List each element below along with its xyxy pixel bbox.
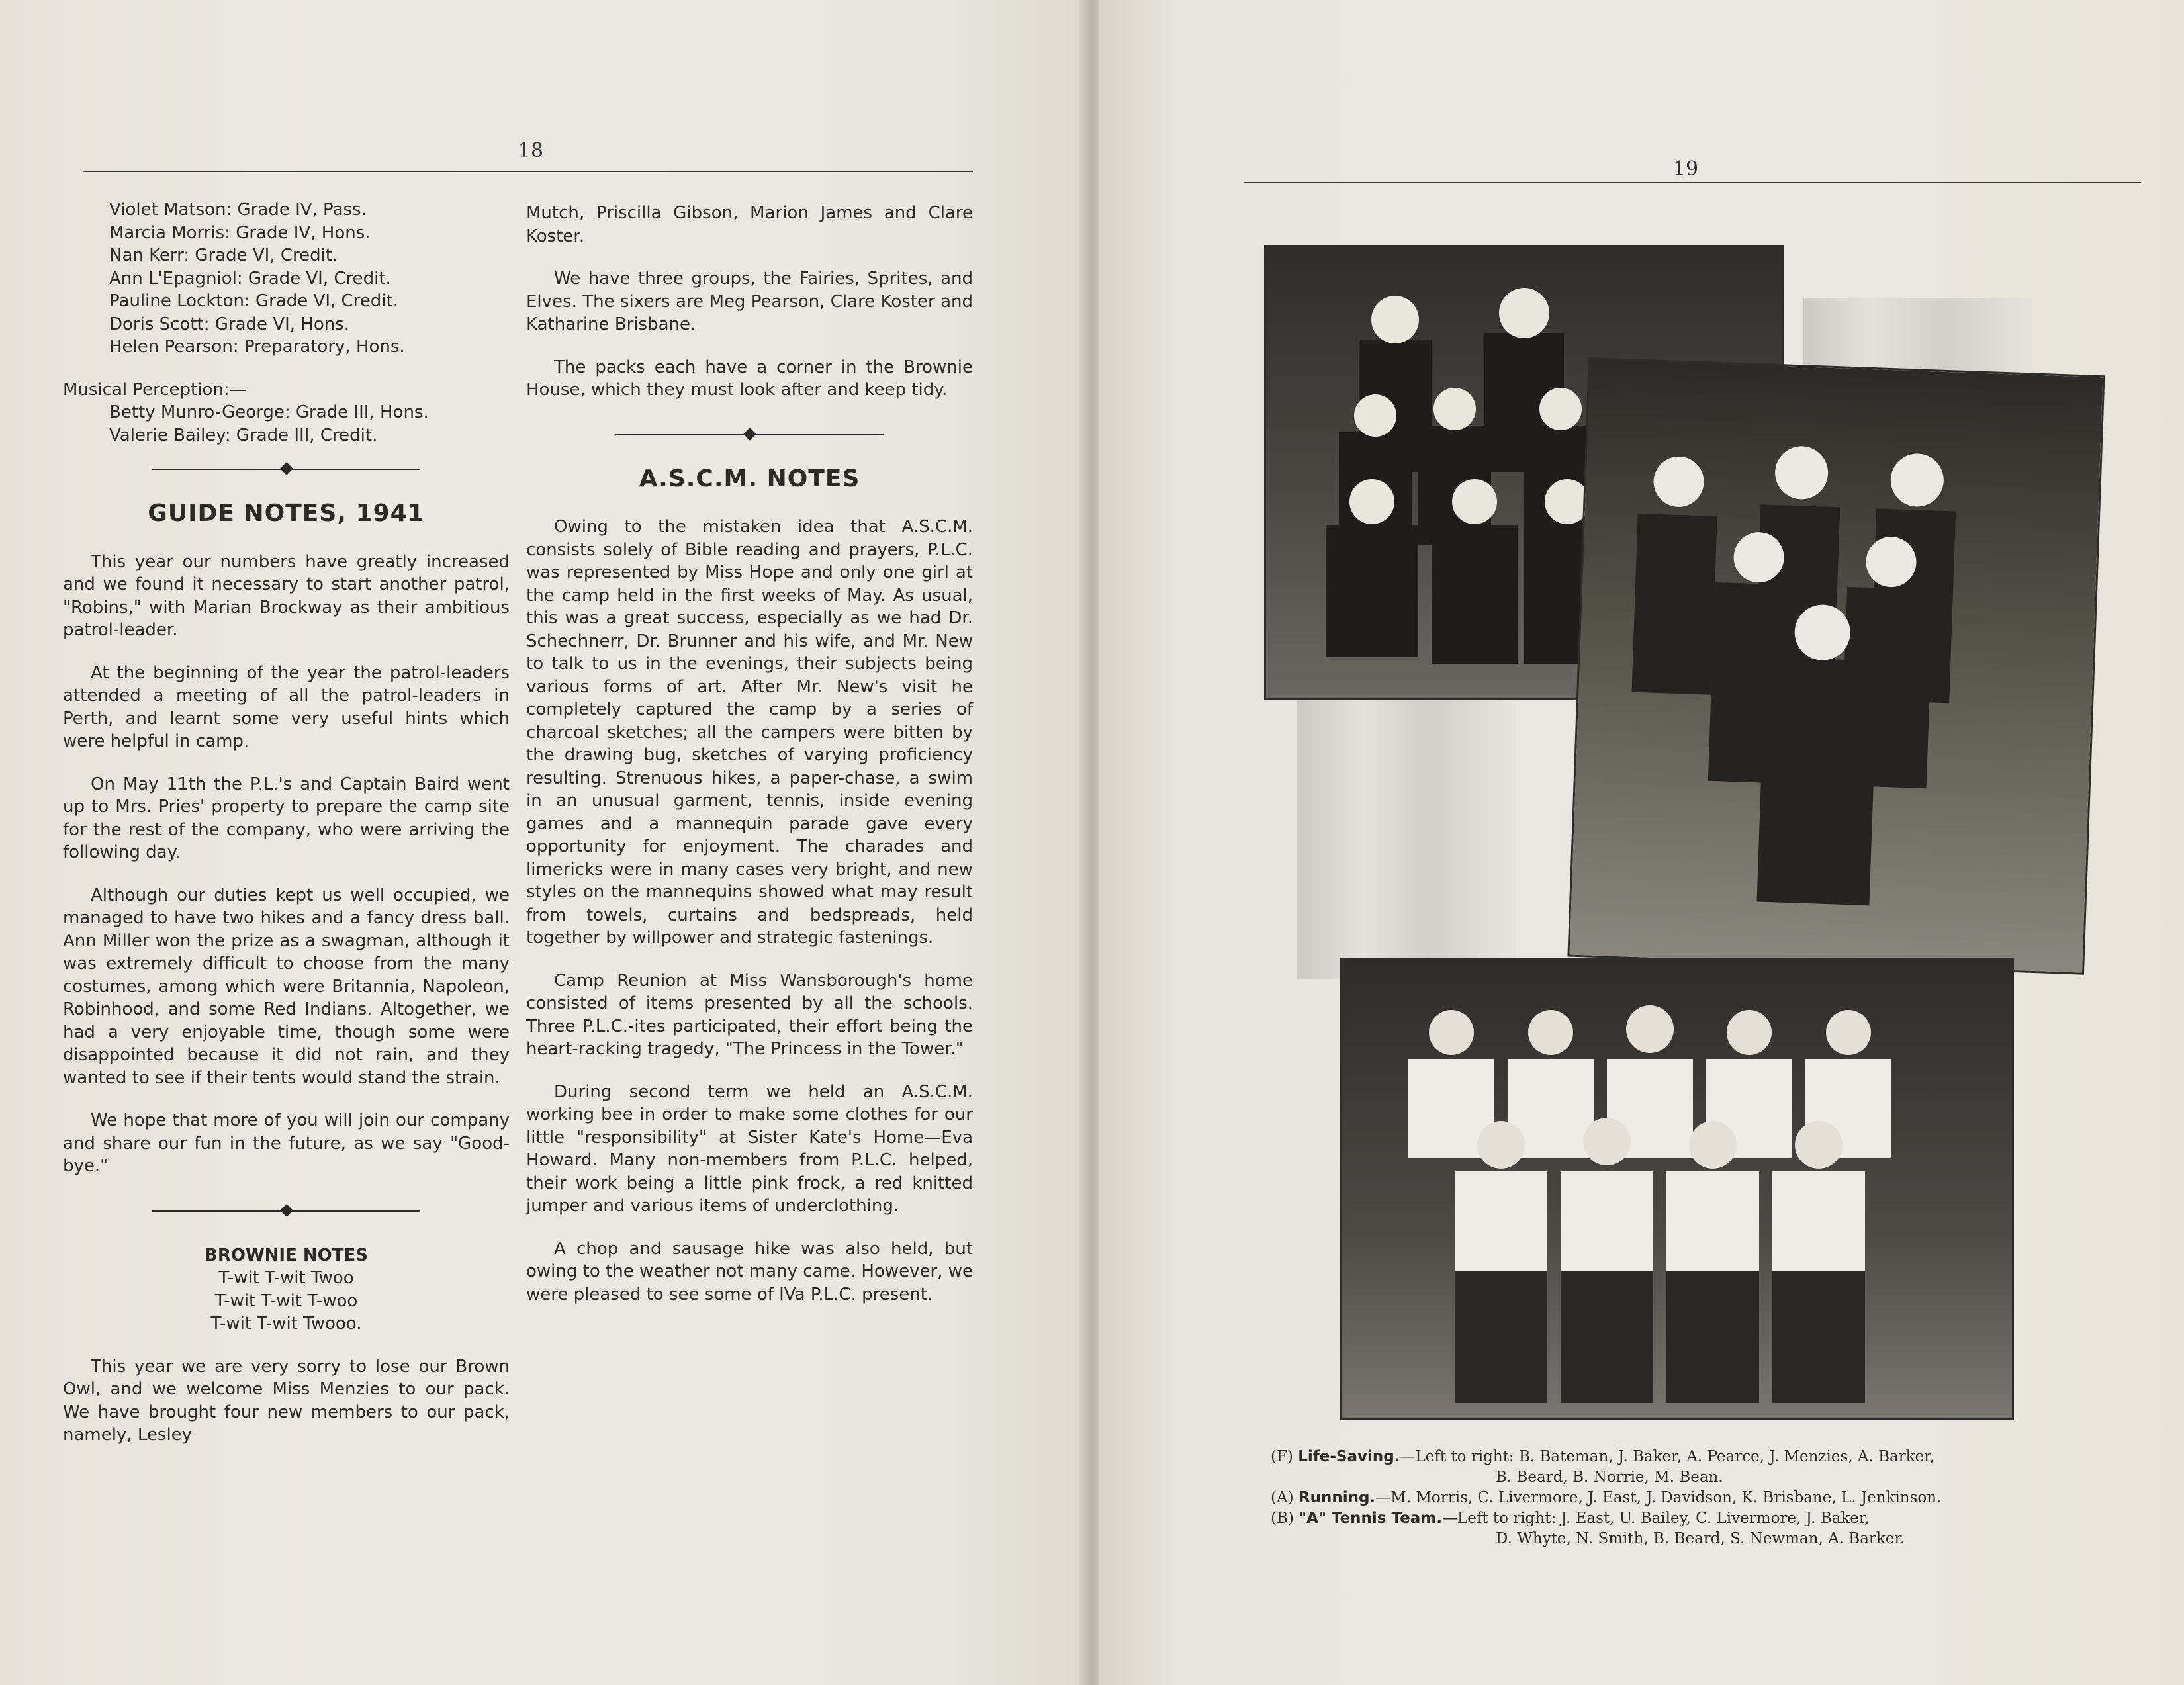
section-divider <box>526 422 973 448</box>
musical-perception-heading: Musical Perception:— <box>63 379 247 400</box>
left-column <box>63 199 510 1467</box>
running-photo-image <box>1569 359 2103 972</box>
page-number: 18 <box>518 139 544 162</box>
result-line: Violet Matson: Grade IV, Pass. <box>109 200 367 220</box>
tennis-team-photo <box>1340 958 2014 1420</box>
right-column <box>526 202 973 1326</box>
caption-running: (A) Running.—M. Morris, C. Livermore, J. East, J. Davidson, K. Brisbane, L. Jenkinson. <box>1271 1489 1942 1506</box>
brownie-rhyme <box>63 1267 510 1336</box>
tennis-team-photo-image <box>1342 960 2012 1418</box>
rhyme-line: T-wit T-wit Twooo. <box>210 1314 362 1334</box>
result-line: Valerie Bailey: Grade III, Credit. <box>109 425 378 445</box>
guide-notes-title: GUIDE NOTES, 1941 <box>148 500 425 527</box>
page-number: 19 <box>1672 158 1699 181</box>
result-line: Marcia Morris: Grade IV, Hons. <box>109 222 371 243</box>
guide-paragraph: On May 11th the P.L.'s and Captain Baird went up to Mrs. Pries' property to prepare the camp site for the rest of the company, who were arriving the following day. <box>63 774 510 862</box>
rhyme-line: T-wit T-wit T-woo <box>214 1291 358 1311</box>
result-line: Nan Kerr: Grade VI, Credit. <box>109 246 338 265</box>
caption-title: Running. <box>1298 1489 1376 1506</box>
guide-paragraph: We hope that more of you will join our company and share our fun in the future, as we say "Good-bye." <box>63 1111 510 1176</box>
result-line: Helen Pearson: Preparatory, Hons. <box>109 337 405 357</box>
brownie-paragraph: We have three groups, the Fairies, Sprites, and Elves. The sixers are Meg Pearson, Clare Koster and Katharine Brisbane. <box>526 269 973 334</box>
perception-results-list <box>63 401 510 447</box>
rhyme-line: T-wit T-wit Twoo <box>218 1268 354 1288</box>
ascm-paragraph: Camp Reunion at Miss Wansborough's home consisted of items presented by all the schools. Three P.L.C.-ites participated, their effort being the heart-racking tragedy, "The Princess in the Tower." <box>526 970 973 1059</box>
left-page <box>0 0 1085 1685</box>
caption-title: "A" Tennis Team. <box>1298 1510 1442 1527</box>
section-divider <box>63 1198 510 1224</box>
photo-captions <box>1271 1447 2151 1549</box>
photo-backing <box>1297 688 1516 979</box>
caption-life-saving: (F) Life-Saving.—Left to right: B. Bateman, J. Baker, A. Pearce, J. Menzies, A. Barker, <box>1271 1448 1935 1465</box>
caption-text: —Left to right: J. East, U. Bailey, C. Livermore, J. Baker, <box>1441 1510 1870 1527</box>
caption-text: —Left to right: B. Bateman, J. Baker, A. Pearce, J. Menzies, A. Barker, <box>1400 1448 1935 1465</box>
running-photo <box>1567 357 2105 975</box>
caption-title: Life-Saving. <box>1298 1448 1400 1465</box>
ascm-paragraph: Owing to the mistaken idea that A.S.C.M. consists solely of Bible reading and prayers, P.L.C. was represented by Miss Hope and only one girl at the camp held in the first weeks of May. As usual, this was a great success, especially as we had Dr. Schechnerr, Dr. Brunner and his wife, and Mr. New to talk to us in the evenings, their subjects being various forms of art. After Mr. New's visit he completely captured the camp by a series of charcoal sketches; all the campers were bitten by the drawing bug, sketches of varying proficiency resulting. Strenuous hikes, a paper-chase, a swim in an unusual garment, tennis, inside evening games and a mannequin parade gave every opportunity for enjoyment. The charades and limericks were in many cases very bright, and new styles on the mannequins showed what may result from towels, curtains and bedspreads, held together by willpower and strategic fastenings. <box>526 517 973 948</box>
caption-continuation: B. Beard, B. Norrie, M. Bean. <box>1496 1469 1723 1486</box>
guide-paragraph: At the beginning of the year the patrol-leaders attended a meeting of all the patrol-leaders in Perth, and learnt some very useful hints which were helpful in camp. <box>63 662 510 751</box>
brownie-notes-title: BROWNIE NOTES <box>205 1245 368 1265</box>
header-rule <box>1244 182 2141 183</box>
result-line: Ann L'Epagniol: Grade VI, Credit. <box>109 268 391 289</box>
ascm-notes-title: A.S.C.M. NOTES <box>639 465 860 492</box>
brownie-paragraph: The packs each have a corner in the Brownie House, which they must look after and keep tidy. <box>526 357 973 400</box>
section-divider <box>63 456 510 482</box>
brownie-paragraph: This year we are very sorry to lose our Brown Owl, and we welcome Miss Menzies to our pack. We have brought four new members to our pack, namely, Lesley <box>63 1356 510 1445</box>
result-line: Pauline Lockton: Grade VI, Credit. <box>109 291 398 311</box>
ascm-paragraph: A chop and sausage hike was also held, but owing to the weather not many came. However, we were pleased to see some of IVa P.L.C. present. <box>526 1238 973 1304</box>
ascm-paragraph: During second term we held an A.S.C.M. working bee in order to make some clothes for our little "responsibility" at Sister Kate's Home—Eva Howard. Many non-members from P.L.C. helped, their work being a little pink frock, a red knitted jumper and various items of underclothing. <box>526 1081 973 1216</box>
caption-tennis: (B) "A" Tennis Team.—Left to right: J. East, U. Bailey, C. Livermore, J. Baker, <box>1271 1510 1870 1527</box>
guide-paragraph: Although our duties kept us well occupied, we managed to have two hikes and a fancy dress ball. Ann Miller won the prize as a swagman, although it was extremely difficult to choose from the many costumes, among which were Britannia, Napoleon, Robinhood, and some Red Indians. Altogether, we had a very enjoyable time, though some were disappointed because it did not rain, and they wanted to see if their tents would stand the strain. <box>63 885 510 1088</box>
result-line: Doris Scott: Grade VI, Hons. <box>109 314 350 334</box>
caption-continuation: D. Whyte, N. Smith, B. Beard, S. Newman, A. Barker. <box>1496 1530 1905 1547</box>
header-rule <box>83 171 973 172</box>
caption-text: —M. Morris, C. Livermore, J. East, J. Davidson, K. Brisbane, L. Jenkinson. <box>1375 1489 1942 1506</box>
exam-results-list <box>63 199 510 359</box>
brownie-paragraph: Mutch, Priscilla Gibson, Marion James and Clare Koster. <box>526 203 973 246</box>
right-page <box>1099 0 2184 1685</box>
guide-paragraph: This year our numbers have greatly increased and we found it necessary to start another patrol, "Robins," with Marian Brockway as their ambitious patrol-leader. <box>63 551 510 640</box>
result-line: Betty Munro-George: Grade III, Hons. <box>109 402 429 422</box>
